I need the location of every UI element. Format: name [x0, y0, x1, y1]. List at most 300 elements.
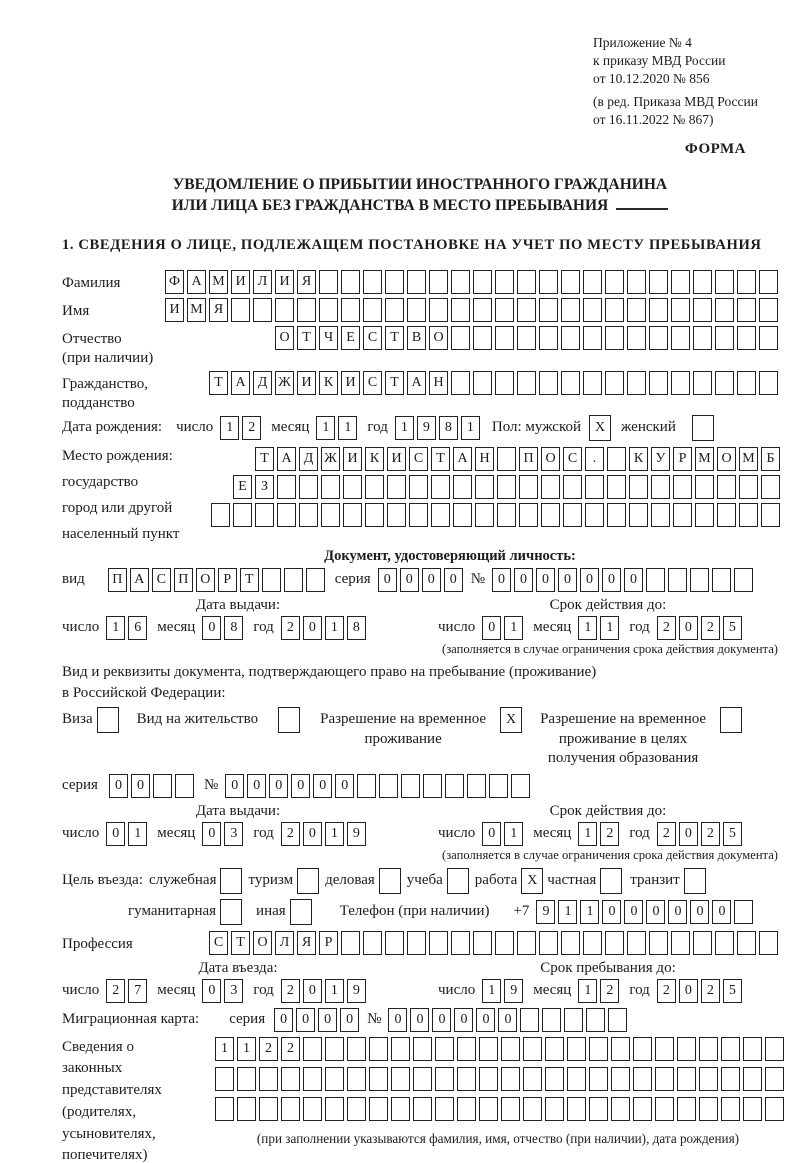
char-box[interactable] — [743, 1067, 762, 1091]
char-box[interactable] — [629, 475, 648, 499]
char-box[interactable] — [600, 868, 622, 894]
char-box[interactable]: 5 — [723, 979, 742, 1003]
char-box[interactable]: М — [187, 298, 206, 322]
char-box[interactable]: 0 — [109, 774, 128, 798]
char-box[interactable]: 9 — [536, 900, 555, 924]
char-box[interactable]: 2 — [701, 616, 720, 640]
char-box[interactable] — [734, 568, 753, 592]
char-box[interactable] — [517, 326, 536, 350]
char-box[interactable]: 1 — [106, 616, 125, 640]
char-box[interactable] — [761, 475, 780, 499]
char-box[interactable] — [479, 1097, 498, 1121]
char-box[interactable] — [605, 371, 624, 395]
char-box[interactable] — [561, 270, 580, 294]
char-box[interactable]: 3 — [224, 979, 243, 1003]
char-box[interactable]: З — [255, 475, 274, 499]
char-box[interactable] — [605, 270, 624, 294]
issue-year-grid[interactable] — [278, 616, 366, 640]
char-box[interactable]: 1 — [325, 979, 344, 1003]
char-box[interactable]: 0 — [432, 1008, 451, 1032]
char-box[interactable]: 0 — [131, 774, 150, 798]
char-box[interactable] — [633, 1067, 652, 1091]
char-box[interactable]: 2 — [701, 979, 720, 1003]
char-box[interactable] — [523, 1067, 542, 1091]
expiry-year-grid[interactable] — [654, 616, 742, 640]
char-box[interactable] — [297, 298, 316, 322]
char-box[interactable] — [627, 270, 646, 294]
char-box[interactable] — [277, 475, 296, 499]
char-box[interactable] — [447, 868, 469, 894]
char-box[interactable]: 2 — [701, 822, 720, 846]
char-box[interactable]: 0 — [514, 568, 533, 592]
char-box[interactable]: М — [695, 447, 714, 471]
char-box[interactable] — [523, 1037, 542, 1061]
char-box[interactable]: 2 — [600, 979, 619, 1003]
char-box[interactable] — [605, 931, 624, 955]
char-box[interactable]: О — [717, 447, 736, 471]
char-box[interactable]: А — [407, 371, 426, 395]
char-box[interactable]: 0 — [646, 900, 665, 924]
char-box[interactable] — [497, 503, 516, 527]
char-box[interactable]: 0 — [296, 1008, 315, 1032]
char-box[interactable] — [391, 1067, 410, 1091]
char-box[interactable]: Л — [275, 931, 294, 955]
char-box[interactable] — [457, 1097, 476, 1121]
char-box[interactable] — [467, 774, 486, 798]
char-box[interactable] — [281, 1067, 300, 1091]
char-box[interactable]: 0 — [690, 900, 709, 924]
char-box[interactable] — [583, 326, 602, 350]
char-box[interactable]: 1 — [220, 416, 239, 440]
char-box[interactable] — [275, 298, 294, 322]
char-box[interactable]: 0 — [202, 616, 221, 640]
char-box[interactable] — [451, 270, 470, 294]
char-box[interactable] — [347, 1097, 366, 1121]
char-box[interactable]: 2 — [657, 616, 676, 640]
char-box[interactable] — [341, 931, 360, 955]
char-box[interactable] — [671, 931, 690, 955]
char-box[interactable] — [341, 298, 360, 322]
char-box[interactable] — [519, 503, 538, 527]
char-box[interactable] — [473, 270, 492, 294]
char-box[interactable] — [429, 298, 448, 322]
char-box[interactable] — [413, 1097, 432, 1121]
char-box[interactable] — [607, 475, 626, 499]
char-box[interactable]: Т — [431, 447, 450, 471]
char-box[interactable] — [431, 475, 450, 499]
char-box[interactable] — [712, 568, 731, 592]
char-box[interactable]: 2 — [657, 979, 676, 1003]
char-box[interactable] — [299, 475, 318, 499]
char-box[interactable]: Ч — [319, 326, 338, 350]
char-box[interactable]: А — [187, 270, 206, 294]
char-box[interactable]: 0 — [269, 774, 288, 798]
char-box[interactable] — [520, 1008, 539, 1032]
char-box[interactable]: 0 — [679, 616, 698, 640]
entry-day-grid[interactable] — [103, 979, 147, 1003]
char-box[interactable] — [693, 326, 712, 350]
char-box[interactable] — [385, 931, 404, 955]
char-box[interactable]: 0 — [274, 1008, 293, 1032]
char-box[interactable]: Л — [253, 270, 272, 294]
purpose-other-checkbox[interactable] — [286, 899, 312, 925]
sex-female-checkbox[interactable] — [688, 415, 714, 441]
char-box[interactable] — [497, 475, 516, 499]
char-box[interactable] — [391, 1097, 410, 1121]
char-box[interactable]: 0 — [558, 568, 577, 592]
stay-until-month-grid[interactable] — [575, 979, 619, 1003]
char-box[interactable] — [457, 1067, 476, 1091]
char-box[interactable]: 0 — [106, 822, 125, 846]
char-box[interactable] — [567, 1097, 586, 1121]
char-box[interactable] — [759, 371, 778, 395]
char-box[interactable]: И — [275, 270, 294, 294]
char-box[interactable] — [409, 475, 428, 499]
stay-expiry-day-grid[interactable] — [479, 822, 523, 846]
char-box[interactable] — [545, 1037, 564, 1061]
purpose-tourism-checkbox[interactable] — [293, 868, 319, 894]
char-box[interactable] — [737, 270, 756, 294]
patronymic-grid[interactable] — [272, 326, 778, 350]
char-box[interactable] — [347, 1067, 366, 1091]
stay-expiry-year-grid[interactable] — [654, 822, 742, 846]
reps-grid-1[interactable] — [212, 1037, 784, 1061]
char-box[interactable]: 7 — [128, 979, 147, 1003]
char-box[interactable] — [563, 503, 582, 527]
birthplace-grid-2[interactable] — [230, 475, 780, 499]
char-box[interactable] — [651, 475, 670, 499]
char-box[interactable] — [473, 298, 492, 322]
char-box[interactable] — [497, 447, 516, 471]
char-box[interactable]: П — [519, 447, 538, 471]
char-box[interactable] — [220, 899, 242, 925]
char-box[interactable] — [677, 1067, 696, 1091]
char-box[interactable]: 8 — [347, 616, 366, 640]
char-box[interactable] — [561, 326, 580, 350]
char-box[interactable] — [231, 298, 250, 322]
char-box[interactable]: 0 — [712, 900, 731, 924]
char-box[interactable]: 0 — [454, 1008, 473, 1032]
char-box[interactable] — [479, 1037, 498, 1061]
char-box[interactable]: 5 — [723, 822, 742, 846]
char-box[interactable]: Т — [385, 326, 404, 350]
char-box[interactable]: 0 — [410, 1008, 429, 1032]
char-box[interactable] — [627, 371, 646, 395]
char-box[interactable]: О — [275, 326, 294, 350]
char-box[interactable]: 0 — [400, 568, 419, 592]
char-box[interactable]: Т — [385, 371, 404, 395]
birth-month-grid[interactable] — [313, 416, 357, 440]
char-box[interactable] — [413, 1067, 432, 1091]
char-box[interactable] — [627, 298, 646, 322]
char-box[interactable] — [175, 774, 194, 798]
char-box[interactable] — [743, 1037, 762, 1061]
char-box[interactable] — [739, 475, 758, 499]
char-box[interactable] — [646, 568, 665, 592]
char-box[interactable] — [539, 270, 558, 294]
char-box[interactable] — [369, 1037, 388, 1061]
char-box[interactable] — [545, 1097, 564, 1121]
char-box[interactable] — [290, 899, 312, 925]
char-box[interactable] — [495, 371, 514, 395]
char-box[interactable] — [611, 1067, 630, 1091]
char-box[interactable]: 1 — [461, 416, 480, 440]
char-box[interactable] — [325, 1097, 344, 1121]
char-box[interactable]: И — [297, 371, 316, 395]
char-box[interactable] — [341, 270, 360, 294]
issue-day-grid[interactable] — [103, 616, 147, 640]
char-box[interactable] — [523, 1097, 542, 1121]
char-box[interactable]: 9 — [347, 979, 366, 1003]
char-box[interactable] — [343, 475, 362, 499]
char-box[interactable]: 0 — [602, 900, 621, 924]
char-box[interactable] — [501, 1097, 520, 1121]
char-box[interactable] — [564, 1008, 583, 1032]
char-box[interactable]: О — [541, 447, 560, 471]
char-box[interactable]: 1 — [316, 416, 335, 440]
firstname-grid[interactable] — [162, 298, 778, 322]
char-box[interactable]: 0 — [303, 979, 322, 1003]
char-box[interactable] — [325, 1037, 344, 1061]
char-box[interactable] — [583, 931, 602, 955]
char-box[interactable] — [693, 270, 712, 294]
char-box[interactable]: Е — [341, 326, 360, 350]
char-box[interactable] — [237, 1097, 256, 1121]
char-box[interactable]: 2 — [281, 616, 300, 640]
char-box[interactable]: 1 — [338, 416, 357, 440]
char-box[interactable] — [693, 298, 712, 322]
char-box[interactable]: 1 — [558, 900, 577, 924]
char-box[interactable]: П — [174, 568, 193, 592]
purpose-private-checkbox[interactable] — [596, 868, 622, 894]
char-box[interactable]: 0 — [624, 568, 643, 592]
char-box[interactable]: 0 — [202, 822, 221, 846]
char-box[interactable] — [673, 475, 692, 499]
char-box[interactable]: Н — [429, 371, 448, 395]
char-box[interactable] — [431, 503, 450, 527]
char-box[interactable] — [692, 415, 714, 441]
char-box[interactable] — [278, 707, 300, 733]
char-box[interactable]: X — [589, 415, 611, 441]
stay-series-grid[interactable] — [106, 774, 194, 798]
char-box[interactable] — [585, 475, 604, 499]
char-box[interactable] — [715, 371, 734, 395]
profession-grid[interactable] — [206, 931, 778, 955]
char-box[interactable] — [717, 475, 736, 499]
char-box[interactable] — [457, 1037, 476, 1061]
char-box[interactable]: Я — [209, 298, 228, 322]
char-box[interactable]: 0 — [679, 822, 698, 846]
char-box[interactable] — [671, 298, 690, 322]
char-box[interactable]: 1 — [128, 822, 147, 846]
char-box[interactable] — [347, 1037, 366, 1061]
char-box[interactable] — [319, 270, 338, 294]
char-box[interactable] — [759, 298, 778, 322]
char-box[interactable] — [407, 298, 426, 322]
char-box[interactable]: 0 — [482, 822, 501, 846]
char-box[interactable]: 9 — [347, 822, 366, 846]
char-box[interactable]: 0 — [422, 568, 441, 592]
purpose-transit-checkbox[interactable] — [680, 868, 706, 894]
char-box[interactable] — [605, 326, 624, 350]
char-box[interactable] — [413, 1037, 432, 1061]
char-box[interactable] — [363, 270, 382, 294]
char-box[interactable]: 1 — [504, 822, 523, 846]
char-box[interactable]: С — [409, 447, 428, 471]
char-box[interactable]: О — [196, 568, 215, 592]
char-box[interactable] — [539, 371, 558, 395]
char-box[interactable] — [473, 326, 492, 350]
char-box[interactable] — [97, 707, 119, 733]
char-box[interactable] — [153, 774, 172, 798]
char-box[interactable] — [589, 1067, 608, 1091]
char-box[interactable] — [517, 371, 536, 395]
char-box[interactable]: Н — [475, 447, 494, 471]
char-box[interactable]: 0 — [444, 568, 463, 592]
char-box[interactable]: 0 — [318, 1008, 337, 1032]
birthplace-grid-1[interactable] — [252, 447, 780, 471]
char-box[interactable]: А — [231, 371, 250, 395]
char-box[interactable] — [583, 371, 602, 395]
char-box[interactable] — [387, 475, 406, 499]
char-box[interactable] — [542, 1008, 561, 1032]
migcard-number-grid[interactable] — [385, 1008, 627, 1032]
char-box[interactable] — [259, 1097, 278, 1121]
char-box[interactable]: Т — [297, 326, 316, 350]
char-box[interactable] — [511, 774, 530, 798]
char-box[interactable] — [401, 774, 420, 798]
char-box[interactable]: 1 — [578, 979, 597, 1003]
char-box[interactable] — [627, 326, 646, 350]
char-box[interactable] — [655, 1097, 674, 1121]
char-box[interactable] — [649, 270, 668, 294]
char-box[interactable] — [475, 503, 494, 527]
char-box[interactable] — [684, 868, 706, 894]
char-box[interactable] — [715, 931, 734, 955]
char-box[interactable]: 1 — [325, 616, 344, 640]
char-box[interactable]: 5 — [723, 616, 742, 640]
char-box[interactable] — [561, 298, 580, 322]
char-box[interactable]: 2 — [281, 1037, 300, 1061]
char-box[interactable] — [445, 774, 464, 798]
char-box[interactable] — [673, 503, 692, 527]
char-box[interactable] — [737, 931, 756, 955]
char-box[interactable] — [284, 568, 303, 592]
char-box[interactable] — [451, 298, 470, 322]
char-box[interactable] — [453, 503, 472, 527]
char-box[interactable]: 1 — [504, 616, 523, 640]
char-box[interactable] — [319, 298, 338, 322]
char-box[interactable]: Р — [673, 447, 692, 471]
char-box[interactable] — [303, 1037, 322, 1061]
char-box[interactable]: 1 — [578, 616, 597, 640]
purpose-humanitarian-checkbox[interactable] — [216, 899, 242, 925]
visa-checkbox[interactable] — [93, 707, 119, 733]
char-box[interactable] — [255, 503, 274, 527]
char-box[interactable] — [297, 868, 319, 894]
char-box[interactable] — [306, 568, 325, 592]
char-box[interactable]: 0 — [388, 1008, 407, 1032]
char-box[interactable] — [721, 1097, 740, 1121]
char-box[interactable] — [611, 1097, 630, 1121]
stay-until-year-grid[interactable] — [654, 979, 742, 1003]
char-box[interactable] — [220, 868, 242, 894]
char-box[interactable] — [567, 1067, 586, 1091]
char-box[interactable]: 8 — [224, 616, 243, 640]
char-box[interactable] — [545, 1067, 564, 1091]
char-box[interactable] — [539, 326, 558, 350]
char-box[interactable] — [695, 475, 714, 499]
char-box[interactable] — [715, 326, 734, 350]
char-box[interactable]: 2 — [657, 822, 676, 846]
issue-month-grid[interactable] — [199, 616, 243, 640]
char-box[interactable] — [737, 371, 756, 395]
char-box[interactable]: 1 — [325, 822, 344, 846]
char-box[interactable] — [699, 1067, 718, 1091]
char-box[interactable] — [407, 270, 426, 294]
char-box[interactable]: М — [209, 270, 228, 294]
char-box[interactable]: 1 — [215, 1037, 234, 1061]
char-box[interactable] — [495, 298, 514, 322]
char-box[interactable]: У — [651, 447, 670, 471]
char-box[interactable] — [715, 270, 734, 294]
char-box[interactable] — [607, 447, 626, 471]
char-box[interactable]: И — [387, 447, 406, 471]
char-box[interactable] — [277, 503, 296, 527]
char-box[interactable]: 1 — [395, 416, 414, 440]
char-box[interactable] — [629, 503, 648, 527]
char-box[interactable]: 0 — [303, 822, 322, 846]
entry-month-grid[interactable] — [199, 979, 243, 1003]
char-box[interactable] — [737, 298, 756, 322]
char-box[interactable] — [262, 568, 281, 592]
doc-kind-grid[interactable] — [105, 568, 325, 592]
char-box[interactable]: А — [453, 447, 472, 471]
char-box[interactable] — [649, 931, 668, 955]
char-box[interactable] — [608, 1008, 627, 1032]
char-box[interactable]: 2 — [600, 822, 619, 846]
char-box[interactable] — [567, 1037, 586, 1061]
char-box[interactable] — [761, 503, 780, 527]
entry-year-grid[interactable] — [278, 979, 366, 1003]
expiry-month-grid[interactable] — [575, 616, 619, 640]
char-box[interactable] — [409, 503, 428, 527]
char-box[interactable]: Е — [233, 475, 252, 499]
char-box[interactable]: П — [108, 568, 127, 592]
char-box[interactable] — [611, 1037, 630, 1061]
char-box[interactable] — [607, 503, 626, 527]
char-box[interactable]: 2 — [259, 1037, 278, 1061]
char-box[interactable] — [561, 371, 580, 395]
char-box[interactable] — [517, 270, 536, 294]
char-box[interactable] — [489, 774, 508, 798]
reps-grid-3[interactable] — [212, 1097, 784, 1121]
char-box[interactable] — [649, 298, 668, 322]
char-box[interactable]: Р — [218, 568, 237, 592]
char-box[interactable]: 9 — [504, 979, 523, 1003]
char-box[interactable] — [479, 1067, 498, 1091]
char-box[interactable]: 0 — [335, 774, 354, 798]
char-box[interactable] — [765, 1067, 784, 1091]
expiry-day-grid[interactable] — [479, 616, 523, 640]
char-box[interactable]: 1 — [600, 616, 619, 640]
char-box[interactable] — [541, 503, 560, 527]
char-box[interactable] — [281, 1097, 300, 1121]
purpose-business-checkbox[interactable] — [375, 868, 401, 894]
char-box[interactable]: 2 — [242, 416, 261, 440]
purpose-official-checkbox[interactable] — [216, 868, 242, 894]
char-box[interactable]: 0 — [602, 568, 621, 592]
